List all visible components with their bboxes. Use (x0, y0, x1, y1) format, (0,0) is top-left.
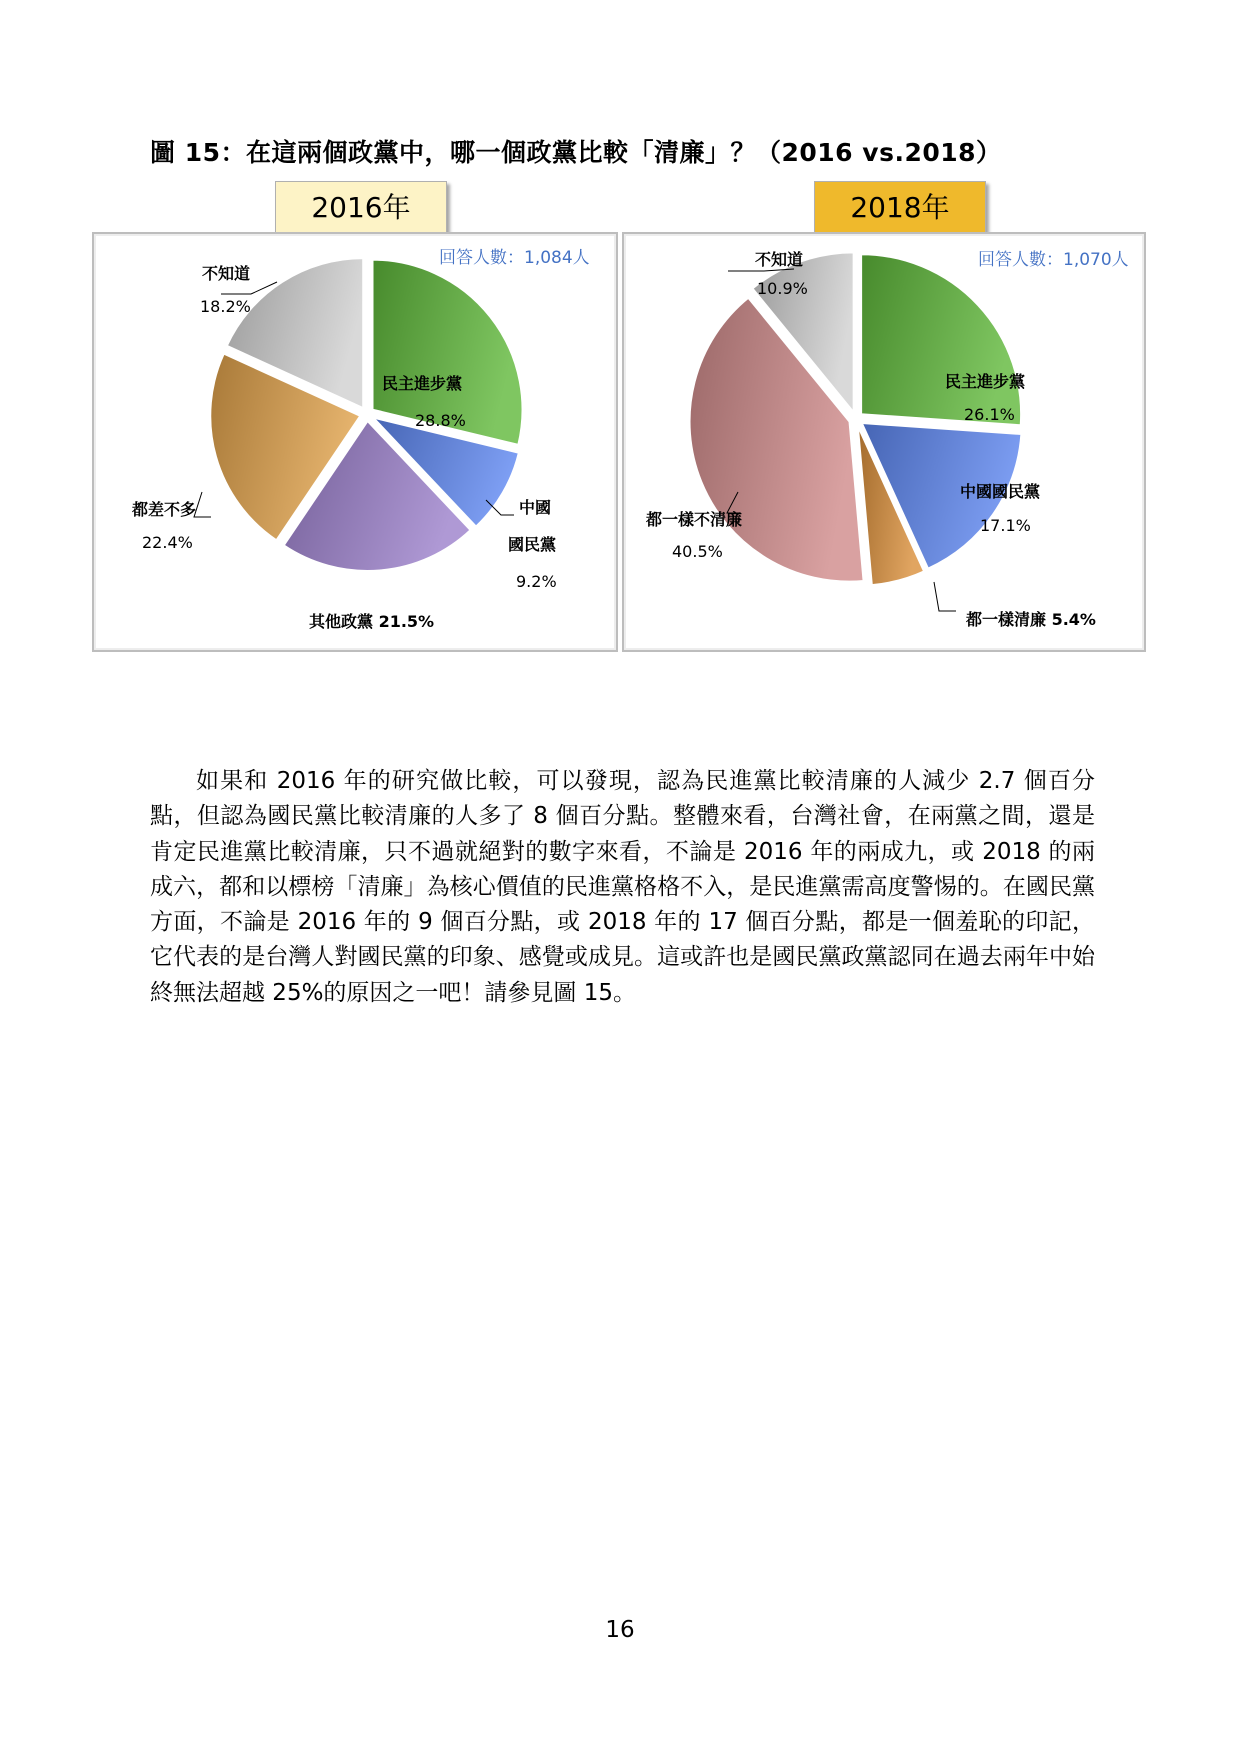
page-number: 16 (605, 1617, 635, 1643)
figure-title: 圖 15：在這兩個政黨中，哪一個政黨比較「清廉」？（2016 vs.2018） (150, 138, 1002, 167)
year-label-2016: 2016年 (275, 181, 447, 235)
pie-2016-leader-line-1 (194, 492, 211, 517)
body-paragraph (150, 764, 1095, 1011)
slice-label-kmt-2018: 中國國民黨 (960, 482, 1041, 501)
respondents-2016: 回答人數：1,084人 (439, 248, 590, 268)
year-label-2018: 2018年 (814, 181, 986, 235)
slice-value-kmt-2018: 17.1% (980, 516, 1031, 535)
slice-label-dpp-2018: 民主進步黨 (945, 372, 1026, 391)
slice-label-dk-2018: 不知道 (755, 250, 804, 269)
slice-value-kmt-2016: 9.2% (516, 572, 557, 591)
slice-value-notclean-2018: 40.5% (672, 542, 723, 561)
pie-chart-2016 (92, 232, 618, 652)
slice-value-dk-2016: 18.2% (200, 297, 251, 316)
slice-label-same-2016: 都差不多 (132, 500, 197, 519)
slice-label-kmt-2016-line2: 國民黨 (508, 535, 557, 554)
slice-label-clean-2018: 都一樣清廉 5.4% (966, 610, 1096, 629)
slice-value-dpp-2018: 26.1% (964, 405, 1015, 424)
paragraph-text: 如果和 2016 年的研究做比較，可以發現，認為民進黨比較清廉的人減少 2.7 個百分點，但認為國民黨比較清廉的人多了 8 個百分點。整體來看，台灣社會，在兩黨之間，還是肯定民進黨比較清廉，只不過就絕對的數字來看，不論是 2016 年的兩成九，或 2018 的兩成六，都和以標榜「清廉」為核心價值的民進黨格格不入，是民進黨需高度警惕的。在國民黨方面，不論是 2016 年的 9 個百分點，或 2018 年的 17 個百分點，都是一個羞恥的印記，它代表的是台灣人對國民黨的印象、感覺或成見。這或許也是國民黨政黨認同在過去兩年中始終無法超越 25%的原因之一吧！請參見圖 15。 (150, 768, 1095, 1006)
slice-label-kmt-2016-line1: 中國 (519, 498, 552, 517)
slice-label-notclean-2018: 都一樣不清廉 (646, 510, 743, 529)
slice-label-other-2016: 其他政黨 21.5% (309, 612, 435, 631)
slice-value-dpp-2016: 28.8% (415, 411, 466, 430)
slice-label-dpp-2016: 民主進步黨 (382, 374, 463, 393)
pie-2018-slice-0 (861, 254, 1021, 425)
respondents-2018: 回答人數：1,070人 (978, 250, 1129, 270)
pie-chart-2018 (622, 232, 1146, 652)
slice-value-dk-2018: 10.9% (757, 279, 808, 298)
pie-2018-leader-line-2 (934, 582, 956, 611)
slice-value-same-2016: 22.4% (142, 533, 193, 552)
slice-label-dk-2016: 不知道 (202, 264, 251, 283)
pie-2018-svg (624, 234, 1144, 650)
